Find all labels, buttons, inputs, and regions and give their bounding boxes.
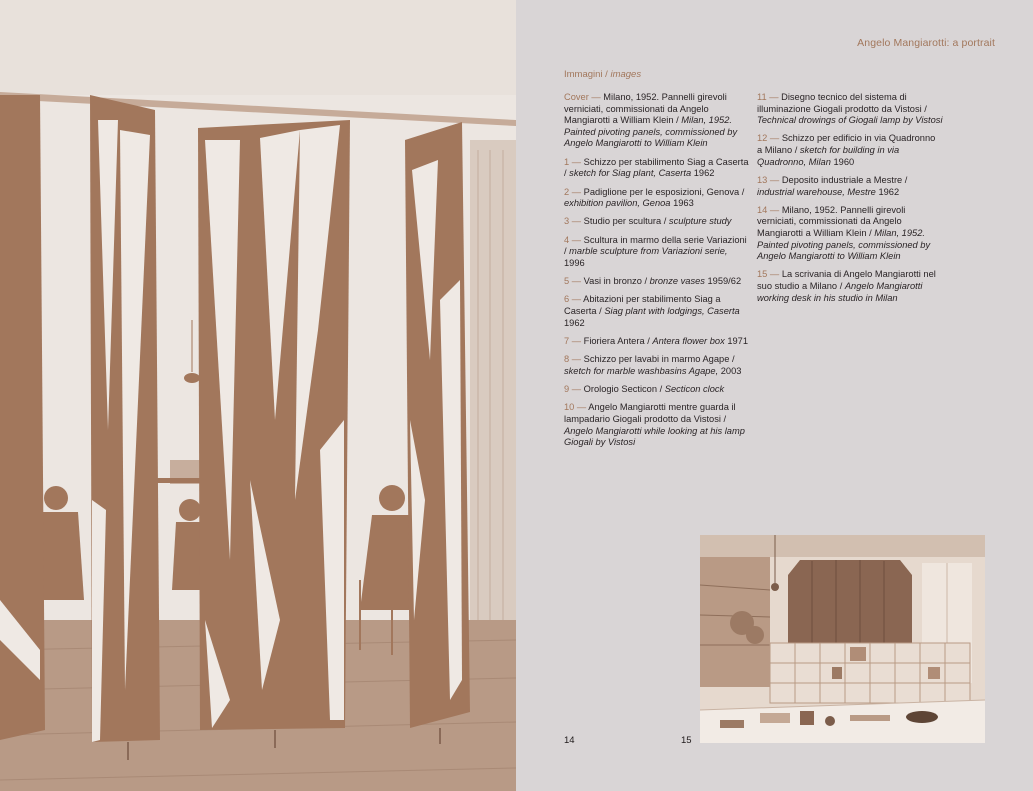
caption-en: Angelo Mangiarotti working desk in his studio in Milan bbox=[757, 281, 923, 303]
caption-dash: — bbox=[767, 204, 782, 215]
caption-en: sketch for Siag plant, Caserta bbox=[569, 168, 692, 179]
caption-dash: — bbox=[569, 294, 584, 305]
caption-it: Scultura in marmo della serie Variazioni bbox=[583, 234, 747, 245]
panels-photo-illustration bbox=[0, 0, 516, 791]
caption-it: La scrivania di Angelo Mangiarotti nel suo studio a Milano bbox=[757, 269, 936, 292]
caption-it: Orologio Secticon bbox=[583, 384, 658, 395]
caption-slash: / bbox=[657, 384, 665, 395]
caption-it: Fioriera Antera bbox=[583, 335, 645, 346]
caption-slash: / bbox=[902, 174, 908, 185]
caption-14 bbox=[757, 205, 943, 263]
caption-it: Deposito industriale a Mestre bbox=[781, 174, 903, 185]
caption-3 bbox=[564, 216, 750, 228]
caption-number: 15 bbox=[757, 269, 768, 280]
caption-en: sketch for marble washbasins Agape, bbox=[564, 365, 719, 376]
caption-dash: — bbox=[766, 92, 782, 102]
captions-column-left bbox=[564, 92, 750, 455]
caption-13 bbox=[757, 175, 943, 198]
caption-slash: / bbox=[720, 413, 727, 424]
caption-dash: — bbox=[767, 174, 782, 185]
captions-column-right bbox=[757, 92, 943, 311]
caption-en: bronze vases bbox=[649, 276, 705, 287]
caption-slash: / bbox=[866, 228, 875, 238]
section-label-sep: / bbox=[602, 69, 611, 80]
caption-number: 1 bbox=[564, 156, 570, 167]
caption-5 bbox=[564, 276, 750, 288]
caption-11 bbox=[757, 92, 943, 127]
caption-slash: / bbox=[641, 276, 650, 287]
caption-dash: — bbox=[569, 384, 584, 395]
caption-dash: — bbox=[569, 276, 584, 287]
caption-year: 1960 bbox=[830, 156, 855, 167]
page-number-left: 14 bbox=[564, 735, 575, 746]
caption-7 bbox=[564, 336, 750, 348]
caption-en: sketch for building in via Quadronno, Milan bbox=[757, 145, 900, 167]
caption-it: Padiglione per le esposizioni, Genova bbox=[583, 186, 740, 197]
caption-number: 11 bbox=[757, 92, 767, 102]
caption-6 bbox=[564, 294, 750, 329]
caption-it: Studio per scultura bbox=[583, 216, 662, 227]
caption-it: Schizzo per lavabi in marmo Agape bbox=[583, 354, 730, 365]
caption-it: Angelo Mangiarotti mentre guarda il lampadario Giogali prodotto da Vistosi bbox=[564, 402, 736, 424]
caption-en: Angelo Mangiarotti while looking at his lamp Giogali by Vistosi bbox=[564, 425, 745, 448]
caption-number: 7 bbox=[564, 335, 570, 346]
caption-it: Vasi in bronzo bbox=[583, 276, 642, 287]
caption-dash: — bbox=[588, 92, 604, 102]
caption-dash: — bbox=[767, 133, 782, 144]
caption-number: 13 bbox=[757, 174, 768, 185]
caption-slash: / bbox=[564, 246, 570, 257]
caption-number: 10 bbox=[564, 402, 575, 413]
caption-dash: — bbox=[767, 269, 782, 280]
caption-2 bbox=[564, 187, 750, 210]
caption-10 bbox=[564, 402, 750, 448]
caption-12 bbox=[757, 133, 943, 168]
caption-slash: / bbox=[739, 186, 745, 197]
caption-en: Secticon clock bbox=[664, 384, 725, 395]
caption-year: 2003 bbox=[718, 365, 742, 376]
caption-en: Technical drowings of Giogali lamp by Vistosi bbox=[757, 115, 943, 126]
caption-cover bbox=[564, 92, 750, 150]
caption-15 bbox=[757, 269, 943, 304]
running-title: Angelo Mangiarotti: a portrait bbox=[857, 37, 995, 49]
caption-year: 1962 bbox=[875, 186, 900, 197]
caption-4 bbox=[564, 235, 750, 270]
caption-year: 1959/62 bbox=[704, 276, 742, 287]
caption-en: marble sculpture from Variazioni serie, bbox=[569, 246, 728, 257]
caption-number: 2 bbox=[564, 186, 570, 197]
caption-slash: / bbox=[596, 306, 605, 317]
caption-en: exhibition pavilion, Genoa bbox=[564, 198, 671, 209]
caption-slash: / bbox=[921, 103, 927, 114]
caption-it: Milano, 1952. Pannelli girevoli verniciati, commissionati da Angelo Mangiarotti a William Klein bbox=[757, 204, 906, 238]
caption-en: Milan, 1952. Painted pivoting panels, commissioned by Angelo Mangiarotti to William Klein bbox=[564, 115, 738, 149]
caption-year: 1996 bbox=[564, 257, 585, 268]
caption-year: 1962 bbox=[691, 168, 715, 179]
caption-it: Disegno tecnico del sistema di illuminazione Giogali prodotto da Vistosi bbox=[757, 92, 922, 114]
page-number-right: 15 bbox=[681, 735, 692, 746]
caption-en: Siag plant with lodgings, Caserta bbox=[604, 306, 740, 317]
caption-dash: — bbox=[569, 156, 584, 167]
caption-it: Schizzo per edificio in via Quadronno a Milano bbox=[757, 133, 936, 156]
caption-number: 4 bbox=[564, 234, 570, 245]
caption-dash: — bbox=[569, 186, 584, 197]
caption-9 bbox=[564, 384, 750, 396]
caption-number: 12 bbox=[757, 133, 768, 144]
caption-number: 5 bbox=[564, 276, 570, 287]
caption-slash: / bbox=[792, 145, 800, 156]
captions-page bbox=[516, 0, 1033, 791]
caption-dash: — bbox=[569, 335, 584, 346]
caption-8 bbox=[564, 354, 750, 377]
caption-year: 1971 bbox=[724, 335, 748, 346]
caption-slash: / bbox=[644, 335, 653, 346]
caption-slash: / bbox=[661, 216, 669, 227]
caption-number: 14 bbox=[757, 204, 768, 215]
section-label bbox=[564, 69, 641, 80]
caption-number: Cover bbox=[564, 92, 589, 102]
caption-it: Schizzo per stabilimento Siag a Caserta bbox=[583, 156, 749, 167]
caption-slash: / bbox=[673, 115, 682, 126]
caption-en: Milan, 1952. Painted pivoting panels, commissioned by Angelo Mangiarotti to William Klein bbox=[757, 228, 931, 262]
caption-number: 3 bbox=[564, 216, 570, 227]
caption-dash: — bbox=[569, 216, 584, 227]
caption-number: 8 bbox=[564, 354, 570, 365]
section-label-en: images bbox=[610, 69, 642, 80]
studio-desk-photo bbox=[700, 535, 985, 743]
caption-slash: / bbox=[837, 281, 845, 292]
caption-slash: / bbox=[729, 354, 735, 365]
caption-it: Abitazioni per stabilimento Siag a Caserta bbox=[564, 294, 721, 317]
caption-slash: / bbox=[564, 168, 570, 179]
caption-dash: — bbox=[569, 354, 584, 365]
caption-year: 1962 bbox=[564, 317, 585, 328]
caption-1 bbox=[564, 157, 750, 180]
caption-it: Milano, 1952. Pannelli girevoli verniciati, commissionati da Angelo Mangiarotti a William Klein bbox=[564, 92, 727, 126]
caption-number: 9 bbox=[564, 384, 570, 395]
caption-en: Antera flower box bbox=[652, 335, 725, 346]
section-label-it: Immagini bbox=[564, 69, 603, 80]
caption-en: industrial warehouse, Mestre bbox=[757, 186, 876, 197]
caption-number: 6 bbox=[564, 294, 570, 305]
caption-dash: — bbox=[574, 402, 589, 413]
caption-dash: — bbox=[569, 234, 584, 245]
caption-year: 1963 bbox=[670, 198, 694, 209]
caption-en: sculpture study bbox=[668, 216, 732, 227]
cover-photo-painted-panels bbox=[0, 0, 516, 791]
studio-desk-illustration bbox=[700, 535, 985, 743]
